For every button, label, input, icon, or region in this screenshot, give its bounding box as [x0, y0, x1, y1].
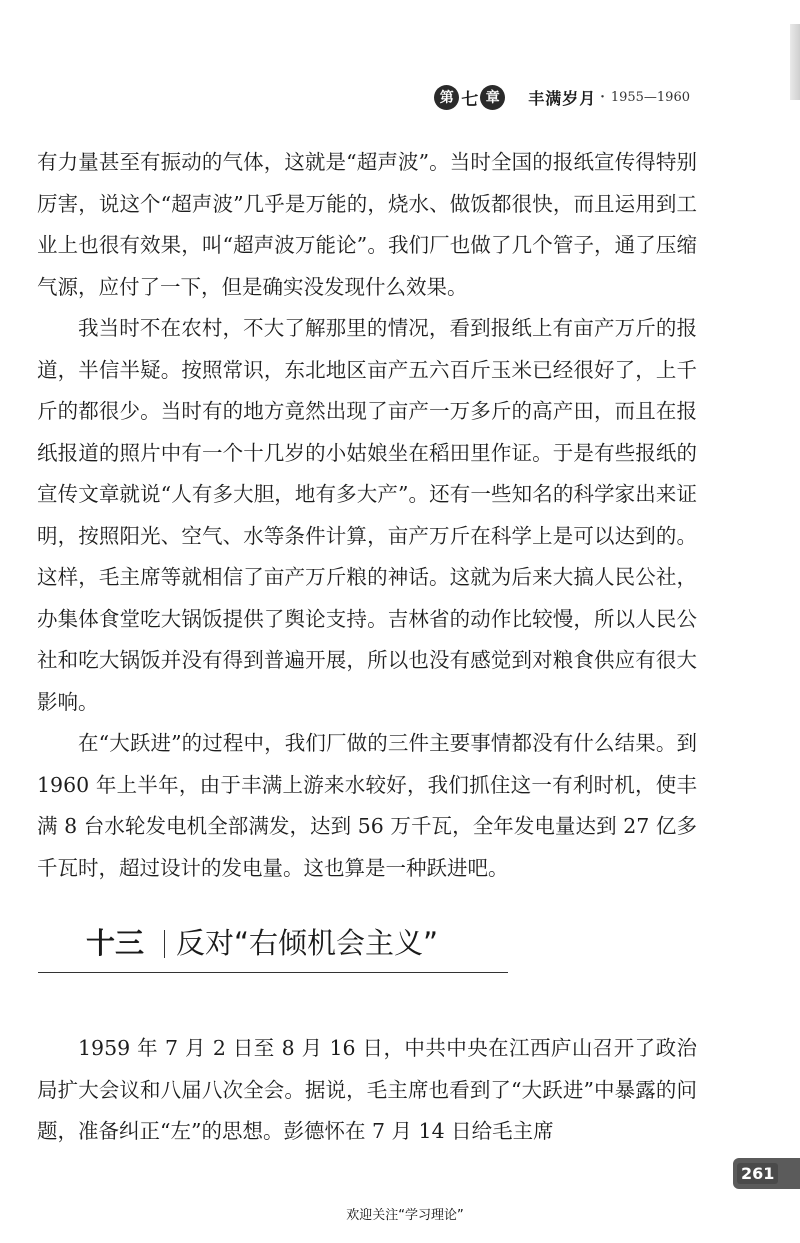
page-number: 261 [737, 1163, 778, 1184]
chapter-number: 七 [461, 89, 479, 110]
chapter-suffix: 章 [480, 85, 505, 110]
chapter-mark [433, 85, 506, 110]
running-head-title: 丰满岁月 [528, 88, 597, 108]
section-divider [164, 930, 165, 958]
footer-note: 欢迎关注“学习理论” [346, 1208, 464, 1223]
running-head [433, 80, 690, 114]
body-text-bottom [37, 1028, 697, 1153]
paragraph-continued: 有力量甚至有振动的气体，这就是“超声波”。当时全国的报纸宣传得特别厉害，说这个“超声波”几乎是万能的，烧水、做饭都很快，而且运用到工业上也很有效果，叫“超声波万能论”。我们厂也做了几个管子，通了压缩气源，应付了一下，但是确实没发现什么效果。 [37, 150, 697, 299]
paragraph: 在“大跃进”的过程中，我们厂做的三件主要事情都没有什么结果。到 1960 年上半年，由于丰满上游来水较好，我们抓住这一有利时机，使丰满 8 台水轮发电机全部满发，达到 56 万千瓦，全年发电量达到 27 亿多千瓦时，超过设计的发电量。这也算是一种跃进吧。 [37, 731, 697, 880]
body-text-top [37, 142, 697, 889]
running-head-years: 1955—1960 [610, 89, 690, 105]
page-edge-bar [790, 24, 800, 100]
page-number-tab [733, 1158, 800, 1189]
section-number: 十三 [86, 926, 145, 960]
section-heading [38, 928, 508, 973]
running-head-separator: · [600, 89, 605, 105]
section-title: 反对“右倾机会主义” [176, 926, 439, 960]
chapter-prefix: 第 [434, 85, 459, 110]
paragraph: 我当时不在农村，不大了解那里的情况，看到报纸上有亩产万斤的报道，半信半疑。按照常识，东北地区亩产五六百斤玉米已经很好了，上千斤的都很少。当时有的地方竟然出现了亩产一万多斤的高产田，而且在报纸报道的照片中有一个十几岁的小姑娘坐在稻田里作证。于是有些报纸的宣传文章就说“人有多大胆，地有多大产”。还有一些知名的科学家出来证明，按照阳光、空气、水等条件计算，亩产万斤在科学上是可以达到的。这样，毛主席等就相信了亩产万斤粮的神话。这就为后来大搞人民公社，办集体食堂吃大锅饭提供了舆论支持。吉林省的动作比较慢，所以人民公社和吃大锅饭并没有得到普遍开展，所以也没有感觉到对粮食供应有很大影响。 [37, 316, 697, 714]
paragraph: 1959 年 7 月 2 日至 8 月 16 日，中共中央在江西庐山召开了政治局扩大会议和八届八次全会。据说，毛主席也看到了“大跃进”中暴露的问题，准备纠正“左”的思想。彭德怀在 7 月 14 日给毛主席 [37, 1036, 697, 1143]
